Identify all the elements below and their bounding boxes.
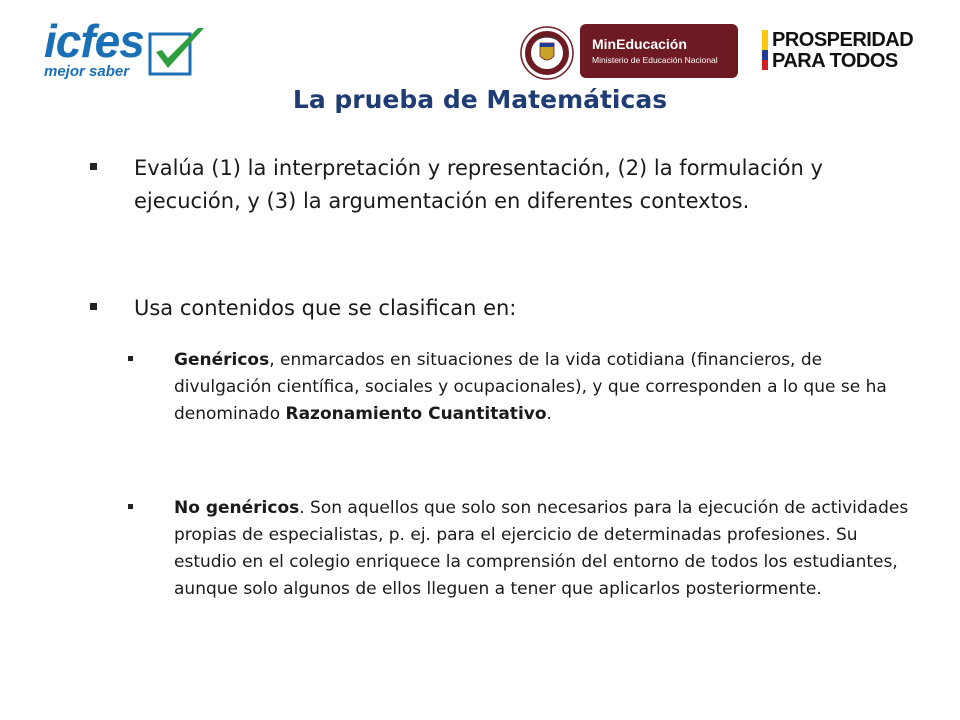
term-non-generic: No genéricos [174, 498, 300, 518]
term-generic: Genéricos [174, 350, 270, 370]
icfes-logo [40, 15, 210, 82]
prosperidad-line1: PROSPERIDAD [772, 29, 914, 51]
prosperidad-logo [762, 28, 922, 72]
checkmark-icon [148, 26, 208, 78]
icfes-logo-tagline: mejor saber [44, 63, 130, 80]
generic-description: , enmarcados en situaciones de la vida cotidiana (financieros, de divulgación científica, sociales y ocupacionales), y que corresponden a lo que se ha denominado [174, 350, 887, 424]
square-bullet-icon [128, 356, 133, 361]
non-generic-description: . Son aquellos que solo son necesarios para la ejecución de actividades propias de especialistas, p. ej. para el ejercicio de determinadas profesiones. Su estudio en el colegio enriquece la comprensión del entorno de todos los estudiantes, aunque solo algunos de ellos lleguen a tener que aplicarlos posteriormente. [174, 498, 909, 599]
term-quantitative-reasoning: Razonamiento Cuantitativo [285, 404, 547, 424]
sub-bullet-item [128, 495, 918, 603]
bullet-item [90, 292, 900, 325]
colombia-flag-icon [762, 30, 768, 70]
bullet-text: Usa contenidos que se clasifican en: [134, 296, 517, 320]
bullet-text: Evalúa (1) la interpretación y representación, (2) la formulación y ejecución, y (3) la argumentación en diferentes contextos. [134, 156, 823, 213]
square-bullet-icon [90, 163, 97, 170]
square-bullet-icon [128, 504, 133, 509]
bullet-item [90, 152, 900, 218]
sub-bullet-item [128, 347, 918, 428]
generic-period: . [546, 404, 552, 424]
mineducacion-logo [580, 24, 738, 78]
colombia-seal-icon [520, 26, 574, 80]
icfes-logo-word: icfes [44, 15, 144, 67]
mineducacion-subtitle: Ministerio de Educación Nacional [592, 55, 718, 65]
mineducacion-title: MinEducación [592, 36, 687, 52]
square-bullet-icon [90, 303, 97, 310]
sub-bullet-text [174, 347, 918, 428]
page-title: La prueba de Matemáticas [292, 85, 668, 114]
sub-bullet-text [174, 495, 918, 603]
prosperidad-line2: PARA TODOS [772, 50, 898, 72]
